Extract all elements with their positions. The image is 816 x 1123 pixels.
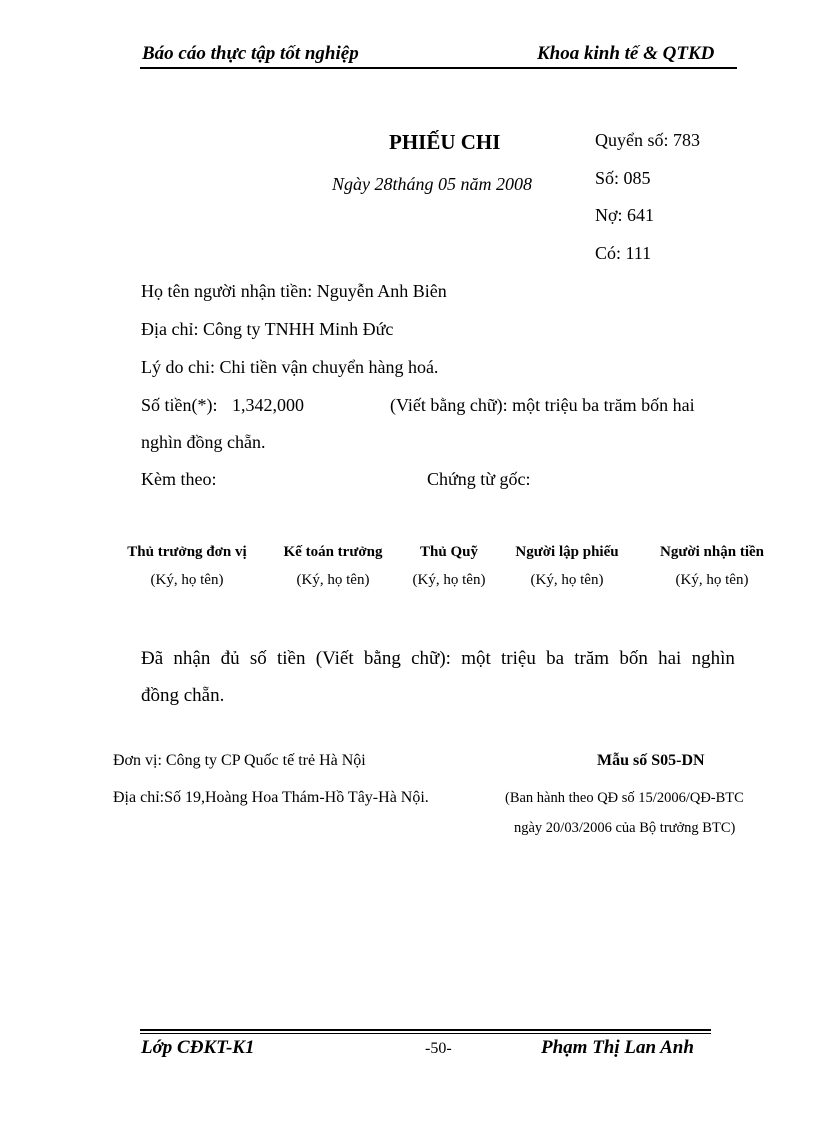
original-docs-label: Chứng từ gốc: [427, 469, 531, 489]
signature-title: Người nhận tiền [660, 544, 764, 560]
signature-title: Thủ Quỹ [420, 544, 478, 560]
received-word: một [461, 648, 491, 669]
signature-note: (Ký, họ tên) [675, 572, 749, 588]
amount-value: 1,342,000 [232, 395, 304, 415]
voucher-date: Ngày 28tháng 05 năm 2008 [332, 174, 532, 194]
received-line-2: đồng chẵn. [141, 685, 225, 706]
signature-title: Kế toán trưởng [283, 544, 383, 560]
quyen-so: Quyển số: 783 [595, 130, 700, 150]
amount-words-2: nghìn đồng chẵn. [141, 432, 266, 452]
signature-chief-accountant [268, 544, 398, 589]
received-word: hai [658, 648, 682, 669]
payment-reason: Lý do chi: Chi tiền vận chuyển hàng hoá. [141, 357, 439, 377]
footer-rule [140, 1029, 711, 1031]
signature-note: (Ký, họ tên) [296, 572, 370, 588]
signature-note: (Ký, họ tên) [530, 572, 604, 588]
recipient-name: Họ tên người nhận tiền: Nguyễn Anh Biên [141, 281, 447, 301]
received-word: nhận [173, 648, 211, 669]
signature-preparer [500, 544, 634, 589]
footer-rule-thin [140, 1033, 711, 1034]
received-word: (Viết [315, 648, 354, 669]
recipient-address: Địa chỉ: Công ty TNHH Minh Đức [141, 319, 394, 339]
received-word: Đã [141, 648, 164, 669]
attached-label: Kèm theo: [141, 469, 217, 489]
company-address: Địa chỉ:Số 19,Hoàng Hoa Thám-Hồ Tây-Hà Nội. [113, 789, 429, 806]
form-number: Mẫu số S05-DN [597, 752, 705, 769]
so-number: Số: 085 [595, 168, 651, 188]
header-left: Báo cáo thực tập tốt nghiệp [142, 43, 359, 64]
received-word: trăm [574, 648, 610, 669]
signature-cashier [402, 544, 496, 589]
page-number: -50- [425, 1040, 452, 1057]
amount-words-1: (Viết bằng chữ): một triệu ba trăm bốn hai [390, 395, 695, 415]
received-word: ba [546, 648, 565, 669]
received-word: đủ [220, 648, 240, 669]
signature-note: (Ký, họ tên) [412, 572, 486, 588]
signature-note: (Ký, họ tên) [150, 572, 224, 588]
voucher-title: PHIẾU CHI [389, 130, 501, 154]
signature-title: Thủ trưởng đơn vị [127, 544, 247, 560]
received-word: triệu [501, 648, 536, 669]
signature-title: Người lập phiếu [515, 544, 619, 560]
amount-label: Số tiền(*): [141, 395, 218, 415]
received-word: bốn [619, 648, 648, 669]
header-right: Khoa kinh tế & QTKD [537, 43, 715, 64]
signature-receiver [642, 544, 782, 589]
footer-left: Lớp CĐKT-K1 [141, 1037, 255, 1058]
received-word: số [249, 648, 267, 669]
debit-account: Nợ: 641 [595, 205, 655, 225]
credit-account: Có: 111 [595, 243, 652, 263]
company-unit: Đơn vị: Công ty CP Quốc tế trẻ Hà Nội [113, 752, 366, 769]
received-word: nghìn [691, 648, 735, 669]
issued-decision-1: (Ban hành theo QĐ số 15/2006/QĐ-BTC [505, 790, 744, 806]
header-rule [140, 67, 737, 69]
received-word: chữ): [411, 648, 451, 669]
received-word: tiền [277, 648, 306, 669]
signature-head-of-unit [112, 544, 262, 589]
footer-right: Phạm Thị Lan Anh [541, 1037, 694, 1058]
issued-decision-2: ngày 20/03/2006 của Bộ trưởng BTC) [514, 820, 736, 836]
received-line-1 [141, 648, 735, 670]
received-word: bằng [363, 648, 401, 669]
